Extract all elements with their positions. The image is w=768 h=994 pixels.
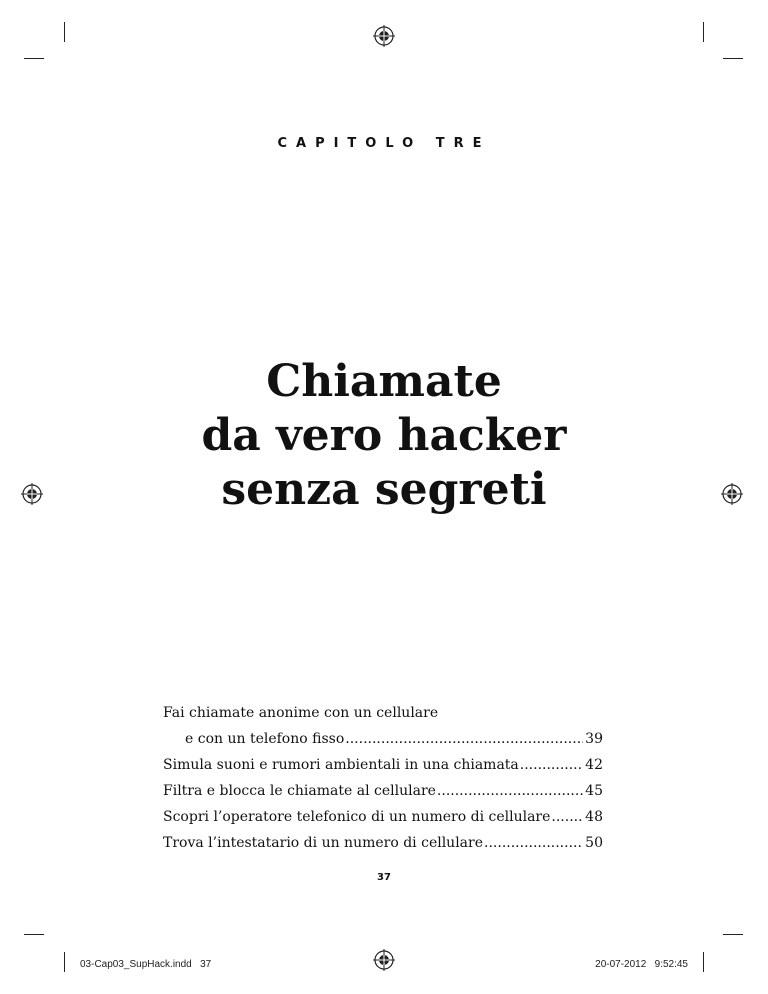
toc-entry-5-title: Trova l’intestatario di un numero di cellulare (163, 835, 484, 851)
chapter-title-line-1: Chiamate (266, 356, 502, 407)
slug-file-name: 03-Cap03_SupHack.indd 37 (80, 959, 212, 970)
toc-entry-3[interactable] (163, 778, 603, 804)
chapter-label: CAPITOLO TRE (277, 136, 491, 151)
toc-entry-2[interactable] (163, 752, 603, 778)
toc-leader-dots (484, 830, 583, 856)
toc-entry-5-page: 50 (585, 835, 603, 851)
table-of-contents (163, 700, 603, 856)
chapter-title-line-2: da vero hacker (201, 410, 567, 461)
crop-mark-top-left-h (24, 58, 44, 59)
slug-datetime: 20-07-2012 9:52:45 (595, 959, 688, 970)
toc-leader-dots (345, 726, 583, 752)
crop-mark-top-left-v (64, 22, 65, 42)
toc-entry-2-page: 42 (585, 757, 603, 773)
toc-entry-5[interactable] (163, 830, 603, 856)
toc-entry-1[interactable] (163, 726, 603, 752)
toc-entry-3-page: 45 (585, 783, 603, 799)
toc-entry-3-title: Filtra e blocca le chiamate al cellulare (163, 783, 436, 799)
registration-mark-top-icon (372, 24, 396, 48)
toc-entry-4-page: 48 (585, 809, 603, 825)
toc-entry-2-title: Simula suoni e rumori ambientali in una chiamata (163, 757, 519, 773)
toc-entry-1-page: 39 (585, 731, 603, 747)
toc-entry-4[interactable] (163, 804, 603, 830)
toc-leader-dots (520, 752, 583, 778)
registration-mark-bottom-icon (372, 948, 396, 972)
crop-mark-bottom-left-v (64, 952, 65, 972)
page-number: 37 (377, 872, 391, 883)
chapter-title-line-3: senza segreti (221, 464, 547, 515)
crop-mark-bottom-left-h (24, 934, 44, 935)
chapter-title (0, 355, 768, 517)
crop-mark-top-right-v (703, 22, 704, 42)
crop-mark-bottom-right-v (703, 952, 704, 972)
toc-entry-4-title: Scopri l’operatore telefonico di un numero di cellulare (163, 809, 551, 825)
crop-mark-top-right-h (723, 58, 743, 59)
toc-entry-1-title: e con un telefono fisso (185, 731, 345, 747)
toc-leader-dots (551, 804, 583, 830)
toc-entry-1-line-1[interactable]: Fai chiamate anonime con un cellulare (163, 705, 439, 721)
crop-mark-bottom-right-h (723, 934, 743, 935)
toc-leader-dots (437, 778, 583, 804)
